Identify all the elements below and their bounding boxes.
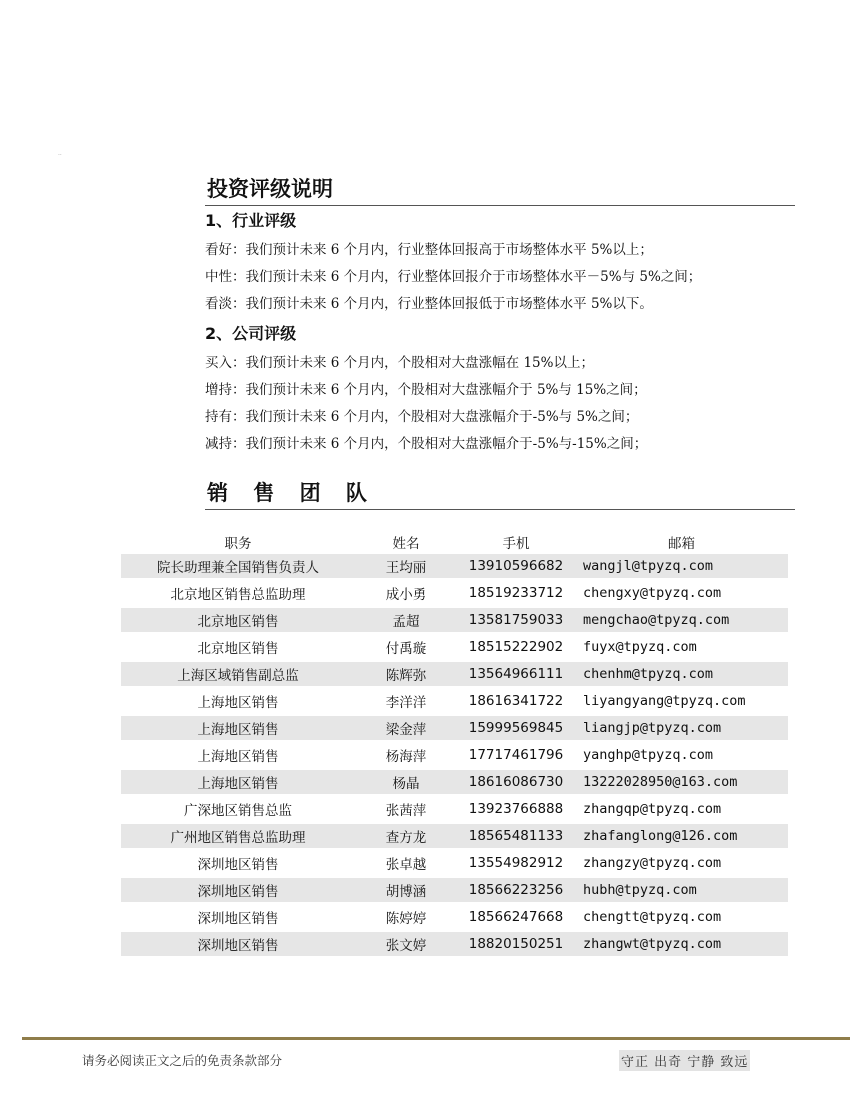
role-cell: 上海地区销售 bbox=[121, 770, 355, 797]
name-cell: 胡博涵 bbox=[355, 878, 457, 905]
phone-cell: 13923766888 bbox=[457, 797, 575, 824]
email-cell: mengchao@tpyzq.com bbox=[575, 608, 788, 635]
table-row bbox=[121, 851, 788, 878]
email-cell: zhangzy@tpyzq.com bbox=[575, 851, 788, 878]
email-cell: hubh@tpyzq.com bbox=[575, 878, 788, 905]
table-row bbox=[121, 716, 788, 743]
phone-cell: 18616341722 bbox=[457, 689, 575, 716]
sales-team-table bbox=[121, 530, 788, 959]
industry-rating-group bbox=[205, 209, 795, 318]
phone-cell: 18566247668 bbox=[457, 905, 575, 932]
role-cell: 广深地区销售总监 bbox=[121, 797, 355, 824]
industry-rating-line: 中性：我们预计未来 6 个月内，行业整体回报介于市场整体水平－5%与 5%之间； bbox=[205, 269, 702, 285]
phone-cell: 18565481133 bbox=[457, 824, 575, 851]
table-header-row bbox=[121, 530, 788, 554]
name-cell: 查方龙 bbox=[355, 824, 457, 851]
phone-cell: 17717461796 bbox=[457, 743, 575, 770]
table-row bbox=[121, 743, 788, 770]
phone-cell: 18820150251 bbox=[457, 932, 575, 959]
column-header-phone: 手机 bbox=[502, 536, 530, 552]
email-cell: zhafanglong@126.com bbox=[575, 824, 788, 851]
industry-rating-line: 看淡：我们预计未来 6 个月内，行业整体回报低于市场整体水平 5%以下。 bbox=[205, 296, 653, 312]
email-cell: zhangwt@tpyzq.com bbox=[575, 932, 788, 959]
name-cell: 梁金萍 bbox=[355, 716, 457, 743]
company-rating-line: 买入：我们预计未来 6 个月内，个股相对大盘涨幅在 15%以上； bbox=[205, 355, 594, 371]
rating-section-title: 投资评级说明 bbox=[205, 174, 795, 206]
name-cell: 张茜萍 bbox=[355, 797, 457, 824]
name-cell: 王均丽 bbox=[355, 554, 457, 581]
company-rating-group bbox=[205, 322, 795, 458]
role-cell: 北京地区销售总监助理 bbox=[121, 581, 355, 608]
column-header-email: 邮箱 bbox=[668, 536, 695, 552]
email-cell: liangjp@tpyzq.com bbox=[575, 716, 788, 743]
table-row bbox=[121, 554, 788, 581]
name-cell: 成小勇 bbox=[355, 581, 457, 608]
company-rating-line: 减持：我们预计未来 6 个月内，个股相对大盘涨幅介于-5%与-15%之间； bbox=[205, 436, 648, 452]
sales-team-title: 销 售 团 队 bbox=[205, 478, 795, 510]
footer-disclaimer: 请务必阅读正文之后的免责条款部分 bbox=[82, 1053, 283, 1068]
phone-cell: 13581759033 bbox=[457, 608, 575, 635]
table-row bbox=[121, 635, 788, 662]
email-cell: chengtt@tpyzq.com bbox=[575, 905, 788, 932]
table-row bbox=[121, 770, 788, 797]
column-header-name: 姓名 bbox=[392, 536, 420, 552]
table-row bbox=[121, 905, 788, 932]
phone-cell: 18519233712 bbox=[457, 581, 575, 608]
table-row bbox=[121, 878, 788, 905]
phone-cell: 18616086730 bbox=[457, 770, 575, 797]
company-rating-heading: 2、公司评级 bbox=[205, 324, 297, 343]
footer-motto: 守正 出奇 宁静 致远 bbox=[619, 1050, 750, 1071]
phone-cell: 13564966111 bbox=[457, 662, 575, 689]
phone-cell: 13910596682 bbox=[457, 554, 575, 581]
role-cell: 广州地区销售总监助理 bbox=[121, 824, 355, 851]
email-cell: chenhm@tpyzq.com bbox=[575, 662, 788, 689]
table-row bbox=[121, 797, 788, 824]
table-row bbox=[121, 581, 788, 608]
name-cell: 杨晶 bbox=[355, 770, 457, 797]
email-cell: fuyx@tpyzq.com bbox=[575, 635, 788, 662]
role-cell: 深圳地区销售 bbox=[121, 932, 355, 959]
company-rating-line: 增持：我们预计未来 6 个月内，个股相对大盘涨幅介于 5%与 15%之间； bbox=[205, 382, 647, 398]
name-cell: 杨海萍 bbox=[355, 743, 457, 770]
phone-cell: 15999569845 bbox=[457, 716, 575, 743]
phone-cell: 18515222902 bbox=[457, 635, 575, 662]
role-cell: 深圳地区销售 bbox=[121, 878, 355, 905]
role-cell: 北京地区销售 bbox=[121, 608, 355, 635]
email-cell: yanghp@tpyzq.com bbox=[575, 743, 788, 770]
table-row bbox=[121, 824, 788, 851]
name-cell: 陈辉弥 bbox=[355, 662, 457, 689]
company-rating-line: 持有：我们预计未来 6 个月内，个股相对大盘涨幅介于-5%与 5%之间； bbox=[205, 409, 639, 425]
role-cell: 上海地区销售 bbox=[121, 689, 355, 716]
table-row bbox=[121, 662, 788, 689]
industry-rating-heading: 1、行业评级 bbox=[205, 211, 297, 230]
role-cell: 上海地区销售 bbox=[121, 716, 355, 743]
role-cell: 上海区域销售副总监 bbox=[121, 662, 355, 689]
email-cell: chengxy@tpyzq.com bbox=[575, 581, 788, 608]
role-cell: 院长助理兼全国销售负责人 bbox=[121, 554, 355, 581]
industry-rating-line: 看好：我们预计未来 6 个月内，行业整体回报高于市场整体水平 5%以上； bbox=[205, 242, 653, 258]
name-cell: 付禹璇 bbox=[355, 635, 457, 662]
email-cell: wangjl@tpyzq.com bbox=[575, 554, 788, 581]
name-cell: 李洋洋 bbox=[355, 689, 457, 716]
role-cell: 深圳地区销售 bbox=[121, 905, 355, 932]
footer-divider bbox=[22, 1037, 850, 1040]
table-row bbox=[121, 932, 788, 959]
name-cell: 孟超 bbox=[355, 608, 457, 635]
name-cell: 张文婷 bbox=[355, 932, 457, 959]
role-cell: 北京地区销售 bbox=[121, 635, 355, 662]
role-cell: 深圳地区销售 bbox=[121, 851, 355, 878]
page-corner-mark: .. bbox=[58, 150, 62, 157]
email-cell: zhangqp@tpyzq.com bbox=[575, 797, 788, 824]
column-header-role: 职务 bbox=[224, 536, 252, 552]
email-cell: 13222028950@163.com bbox=[575, 770, 788, 797]
name-cell: 张卓越 bbox=[355, 851, 457, 878]
role-cell: 上海地区销售 bbox=[121, 743, 355, 770]
phone-cell: 18566223256 bbox=[457, 878, 575, 905]
phone-cell: 13554982912 bbox=[457, 851, 575, 878]
email-cell: liyangyang@tpyzq.com bbox=[575, 689, 788, 716]
name-cell: 陈婷婷 bbox=[355, 905, 457, 932]
table-row bbox=[121, 608, 788, 635]
table-row bbox=[121, 689, 788, 716]
investment-rating-section bbox=[205, 174, 795, 458]
sales-team-section bbox=[205, 478, 795, 510]
